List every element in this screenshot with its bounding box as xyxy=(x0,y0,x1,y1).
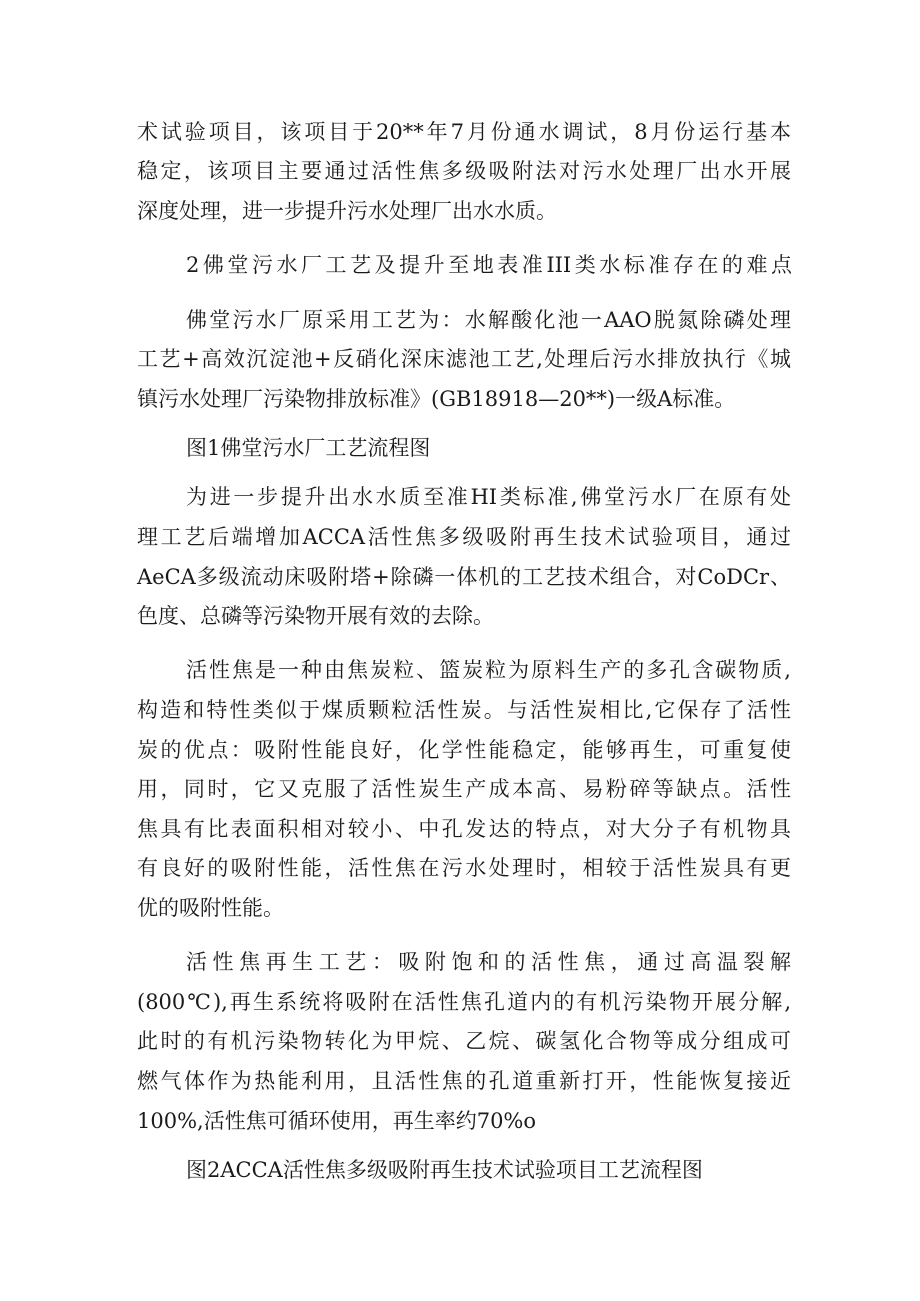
figure-caption: 图1佛堂污水厂工艺流程图 xyxy=(186,436,431,460)
paragraph-line: 稳定，该项目主要通过活性焦多级吸附法对污水处理厂出水开展 xyxy=(137,159,791,183)
section-heading: 2佛堂污水厂工艺及提升至地表准III类水标准存在的难点 xyxy=(186,253,792,277)
paragraph-line: 活性焦是一种由焦炭粒、篮炭粒为原料生产的多孔含碳物质, xyxy=(186,658,791,682)
paragraph-line: 构造和特性类似于煤质颗粒活性炭。与活性炭相比,它保存了活性 xyxy=(137,698,791,722)
paragraph-line: 理工艺后端增加ACCA活性焦多级吸附再生技术试验项目，通过 xyxy=(137,525,791,549)
paragraph-line: 术试验项目，该项目于20**年7月份通水调试，8月份运行基本 xyxy=(137,120,791,144)
paragraph-line: 镇污水处理厂污染物排放标准》(GB18918—20**)一级A标准。 xyxy=(137,387,736,411)
paragraph-line: 工艺+高效沉淀池+反硝化深床滤池工艺,处理后污水排放执行《城 xyxy=(137,347,791,371)
paragraph-line: 有良好的吸附性能，活性焦在污水处理时，相较于活性炭具有更 xyxy=(137,856,791,880)
paragraph-line: 此时的有机污染物转化为甲烷、乙烷、碳氢化合物等成分组成可 xyxy=(137,1029,791,1053)
paragraph-line: 炭的优点：吸附性能良好，化学性能稳定，能够再生，可重复使 xyxy=(137,738,791,762)
paragraph-line: 用，同时，它又克服了活性炭生产成本高、易粉碎等缺点。活性 xyxy=(137,777,791,801)
paragraph-line: 佛堂污水厂原采用工艺为：水解酸化池一AAO脱氮除磷处理 xyxy=(186,308,791,332)
paragraph-line: 100%,活性焦可循环使用，再生率约70%o xyxy=(137,1109,537,1133)
paragraph-line: 活性焦再生工艺：吸附饱和的活性焦，通过高温裂解 xyxy=(186,950,791,974)
paragraph-line: 深度处理，进一步提升污水处理厂出水水质。 xyxy=(137,199,557,223)
paragraph-line: 为进一步提升出水水质至准HI类标准,佛堂污水厂在原有处 xyxy=(186,485,791,509)
paragraph-line: AeCA多级流动床吸附塔+除磷一体机的工艺技术组合，对CoDCr、 xyxy=(137,565,791,589)
paragraph-line: 燃气体作为热能利用，且活性焦的孔道重新打开，性能恢复接近 xyxy=(137,1069,791,1093)
paragraph-line: (800℃),再生系统将吸附在活性焦孔道内的有机污染物开展分解, xyxy=(137,990,791,1014)
paragraph-line: 色度、总磷等污染物开展有效的去除。 xyxy=(137,604,494,628)
figure-caption: 图2ACCA活性焦多级吸附再生技术试验项目工艺流程图 xyxy=(186,1158,703,1182)
paragraph-line: 优的吸附性能。 xyxy=(137,896,284,920)
paragraph-line: 焦具有比表面积相对较小、中孔发达的特点，对大分子有机物具 xyxy=(137,817,791,841)
